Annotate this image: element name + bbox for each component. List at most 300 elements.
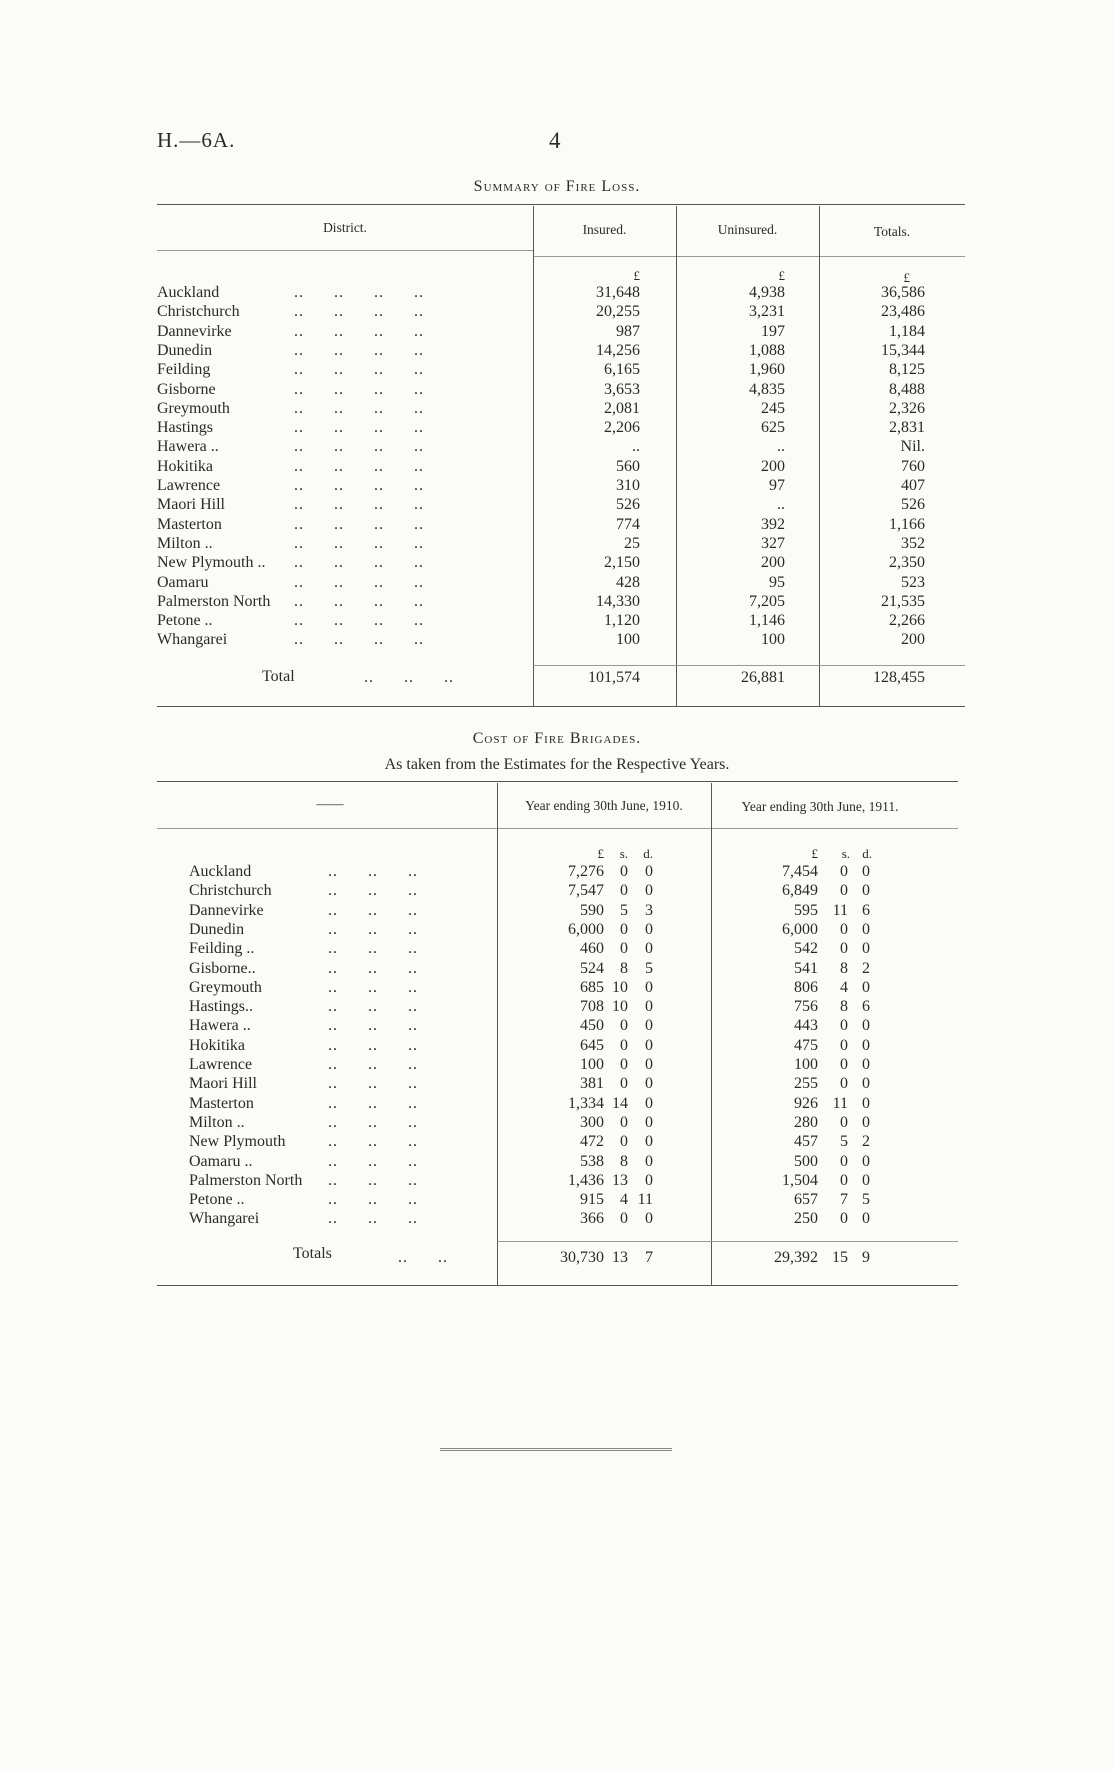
- district-name: Feilding: [157, 361, 211, 379]
- district-name: Lawrence: [189, 1056, 253, 1073]
- y1910-pounds: 915: [580, 1191, 604, 1209]
- district-name: Hastings..: [189, 998, 253, 1016]
- uninsured-value: 245: [761, 399, 785, 417]
- leader-dots: .. ..: [398, 1249, 448, 1266]
- table-row: [0, 1171, 1114, 1190]
- y1910-pence: 5: [645, 959, 653, 977]
- table-row: [0, 978, 1114, 997]
- table-row: [0, 515, 1114, 534]
- district-name: Dannevirke: [157, 322, 232, 340]
- y1911-pounds: 475: [794, 1036, 818, 1054]
- y1910-pounds: 460: [580, 940, 604, 958]
- table-row: [0, 1074, 1114, 1093]
- y1910-shillings: 0: [620, 1075, 628, 1093]
- total-1911-pence: 9: [862, 1249, 870, 1266]
- table-row: [0, 1132, 1114, 1151]
- district-name: Milton ..: [157, 534, 213, 552]
- district-name: Hawera ..: [189, 1017, 251, 1035]
- y1910-pounds: 685: [580, 978, 604, 996]
- insured-value: 100: [616, 631, 640, 649]
- col-header-insured: Insured.: [582, 222, 627, 237]
- y1911-shillings: 0: [840, 920, 848, 938]
- district-name: Masterton: [189, 1094, 254, 1112]
- leader-dots: .. .. .. ..: [294, 303, 424, 321]
- leader-dots: .. .. ..: [328, 882, 418, 900]
- y1910-pounds: 1,334: [568, 1094, 604, 1112]
- uninsured-value: ..: [777, 496, 785, 514]
- uninsured-value: 200: [761, 457, 785, 475]
- total-insured: 101,574: [588, 669, 640, 686]
- table-row: [0, 360, 1114, 379]
- total-1910-pence: 7: [645, 1249, 653, 1266]
- total-value: 2,350: [889, 554, 925, 572]
- total-value: 1,166: [889, 515, 925, 533]
- y1911-shillings: 0: [840, 863, 848, 880]
- y1911-pounds: 6,849: [782, 882, 818, 900]
- total-value: 2,266: [889, 612, 925, 630]
- leader-dots: .. .. .. ..: [294, 361, 424, 379]
- y1910-shillings: 10: [612, 998, 628, 1016]
- y1911-pounds: 657: [794, 1191, 818, 1209]
- table-row: [0, 1036, 1114, 1055]
- table-row: [0, 399, 1114, 418]
- district-name: Petone ..: [157, 612, 213, 630]
- y1911-pence: 0: [862, 1036, 870, 1054]
- district-name: Auckland: [189, 863, 252, 880]
- table-row: [0, 302, 1114, 321]
- col-header-district: District.: [323, 220, 367, 235]
- insured-value: 774: [616, 515, 640, 533]
- table-row: [0, 959, 1114, 978]
- y1911-pence: 0: [862, 920, 870, 938]
- unit-uninsured: £: [778, 268, 785, 283]
- fire-loss-header-rule-right: [533, 256, 965, 257]
- district-name: Petone ..: [189, 1191, 245, 1209]
- insured-value: 25: [624, 534, 640, 552]
- y1910-shillings: 0: [620, 863, 628, 880]
- uninsured-value: 200: [761, 554, 785, 572]
- y1910-shillings: 14: [612, 1094, 628, 1112]
- insured-value: 428: [616, 573, 640, 591]
- district-name: Maori Hill: [157, 496, 225, 514]
- table-row: [0, 1113, 1114, 1132]
- leader-dots: .. .. .. ..: [294, 341, 424, 359]
- insured-value: 2,206: [604, 419, 640, 437]
- fire-loss-total-rule: [533, 665, 965, 666]
- total-1910-pounds: 30,730: [560, 1249, 604, 1266]
- y1910-shillings: 4: [620, 1191, 628, 1209]
- unit-shillings-1910: s.: [619, 846, 628, 861]
- y1910-pence: 0: [645, 940, 653, 958]
- total-value: 1,184: [889, 322, 925, 340]
- district-name: Christchurch: [157, 303, 240, 321]
- leader-dots: .. .. .. ..: [294, 399, 424, 417]
- total-value: Nil.: [900, 438, 925, 456]
- brigades-title: Cost of Fire Brigades.: [472, 730, 642, 747]
- y1910-pence: 0: [645, 978, 653, 996]
- y1911-pounds: 457: [794, 1133, 818, 1151]
- y1911-pence: 0: [862, 1094, 870, 1112]
- leader-dots: .. .. ..: [328, 959, 418, 977]
- total-1911-pounds: 29,392: [774, 1249, 818, 1266]
- table-row: [0, 997, 1114, 1016]
- y1911-shillings: 0: [840, 1152, 848, 1170]
- leader-dots: .. .. .. ..: [294, 419, 424, 437]
- brigades-total-rule: [497, 1241, 958, 1242]
- district-name: New Plymouth ..: [157, 554, 266, 572]
- y1910-pence: 0: [645, 1017, 653, 1035]
- insured-value: 20,255: [596, 303, 640, 321]
- total-1910-shillings: 13: [612, 1249, 628, 1266]
- uninsured-value: 1,146: [749, 612, 785, 630]
- district-name: Greymouth: [157, 399, 230, 417]
- brigades-top-rule: [157, 781, 958, 782]
- district-name: Dannevirke: [189, 901, 264, 919]
- uninsured-value: 197: [761, 322, 785, 340]
- y1910-pounds: 645: [580, 1036, 604, 1054]
- col-header-1910: Year ending 30th June, 1910.: [525, 798, 683, 813]
- table-row: [0, 1190, 1114, 1209]
- district-name: Auckland: [157, 284, 220, 301]
- total-uninsured: 26,881: [741, 669, 785, 686]
- leader-dots: .. .. .. ..: [294, 631, 424, 649]
- y1911-pounds: 1,504: [782, 1171, 818, 1189]
- y1911-shillings: 4: [840, 978, 848, 996]
- insured-value: 310: [616, 477, 640, 494]
- unit-totals: £: [903, 270, 910, 285]
- district-name: Dunedin: [189, 920, 245, 938]
- uninsured-value: 327: [761, 534, 785, 552]
- table-row: [0, 476, 1114, 495]
- leader-dots: .. .. ..: [328, 1133, 418, 1151]
- district-name: Gisborne: [157, 380, 216, 398]
- uninsured-value: 1,088: [749, 341, 785, 359]
- y1910-pence: 0: [645, 920, 653, 938]
- total-value: 407: [901, 477, 925, 494]
- y1910-pounds: 590: [580, 901, 604, 919]
- uninsured-value: 625: [761, 419, 785, 437]
- leader-dots: .. .. .. ..: [294, 477, 424, 494]
- y1911-shillings: 0: [840, 1075, 848, 1093]
- y1911-shillings: 8: [840, 959, 848, 977]
- fire-loss-header-rule-left: [157, 250, 533, 251]
- table-row: [0, 1055, 1114, 1074]
- unit-pounds-1910: £: [597, 846, 604, 861]
- district-name: Gisborne..: [189, 959, 256, 977]
- total-value: 523: [901, 573, 925, 591]
- document-reference: H.—6A.: [157, 128, 236, 152]
- y1910-pence: 0: [645, 1210, 653, 1228]
- leader-dots: .. .. ..: [328, 1191, 418, 1209]
- y1910-pounds: 100: [580, 1056, 604, 1073]
- total-value: 760: [901, 457, 925, 475]
- y1911-pounds: 255: [794, 1075, 818, 1093]
- table-row: [0, 322, 1114, 341]
- uninsured-value: 100: [761, 631, 785, 649]
- insured-value: 2,081: [604, 399, 640, 417]
- uninsured-value: 7,205: [749, 592, 785, 610]
- y1910-shillings: 13: [612, 1171, 628, 1189]
- insured-value: 526: [616, 496, 640, 514]
- district-name: Maori Hill: [189, 1075, 257, 1093]
- insured-value: ..: [632, 438, 640, 456]
- y1911-pence: 0: [862, 940, 870, 958]
- leader-dots: .. .. .. ..: [294, 612, 424, 630]
- leader-dots: .. .. ..: [364, 669, 454, 686]
- y1911-pence: 6: [862, 901, 870, 919]
- y1910-pounds: 7,547: [568, 882, 604, 900]
- table-row: [0, 592, 1114, 611]
- y1910-pounds: 538: [580, 1152, 604, 1170]
- uninsured-value: 95: [769, 573, 785, 591]
- table-row: [0, 573, 1114, 592]
- y1910-pence: 0: [645, 1094, 653, 1112]
- leader-dots: .. .. ..: [328, 1036, 418, 1054]
- leader-dots: .. .. .. ..: [294, 573, 424, 591]
- insured-value: 31,648: [596, 284, 640, 301]
- total-value: 352: [901, 534, 925, 552]
- y1910-shillings: 0: [620, 940, 628, 958]
- total-value: 36,586: [881, 284, 925, 301]
- y1910-shillings: 10: [612, 978, 628, 996]
- y1911-pence: 0: [862, 1210, 870, 1228]
- y1910-pounds: 708: [580, 998, 604, 1016]
- leader-dots: .. .. .. ..: [294, 554, 424, 572]
- y1911-pounds: 541: [794, 959, 818, 977]
- district-name: Palmerston North: [157, 592, 271, 610]
- total-value: 23,486: [881, 303, 925, 321]
- district-name: Feilding ..: [189, 940, 255, 958]
- leader-dots: .. .. ..: [328, 1152, 418, 1170]
- total-value: 2,831: [889, 419, 925, 437]
- district-name: Greymouth: [189, 978, 262, 996]
- table-row: [0, 901, 1114, 920]
- leader-dots: .. .. .. ..: [294, 380, 424, 398]
- y1911-pence: 2: [862, 959, 870, 977]
- leader-dots: .. .. ..: [328, 998, 418, 1016]
- unit-insured: £: [633, 268, 640, 283]
- y1911-pence: 0: [862, 978, 870, 996]
- y1910-pence: 11: [637, 1191, 653, 1209]
- y1911-shillings: 0: [840, 1171, 848, 1189]
- y1910-pence: 3: [645, 901, 653, 919]
- district-name: Milton ..: [189, 1113, 245, 1131]
- table-row: [0, 341, 1114, 360]
- y1911-pounds: 250: [794, 1210, 818, 1228]
- y1910-pounds: 366: [580, 1210, 604, 1228]
- uninsured-value: 4,835: [749, 380, 785, 398]
- insured-value: 2,150: [604, 554, 640, 572]
- y1910-shillings: 0: [620, 882, 628, 900]
- leader-dots: .. .. .. ..: [294, 438, 424, 456]
- total-value: 8,125: [889, 361, 925, 379]
- y1911-shillings: 0: [840, 1210, 848, 1228]
- y1911-pence: 0: [862, 1075, 870, 1093]
- y1910-pence: 0: [645, 1075, 653, 1093]
- y1911-pence: 0: [862, 1113, 870, 1131]
- table-row: [0, 380, 1114, 399]
- total-value: 15,344: [881, 341, 925, 359]
- y1911-pounds: 806: [794, 978, 818, 996]
- y1911-pence: 0: [862, 882, 870, 900]
- y1911-pounds: 595: [794, 901, 818, 919]
- y1911-pounds: 7,454: [782, 863, 818, 880]
- y1910-pounds: 472: [580, 1133, 604, 1151]
- brigades-header-rule: [157, 828, 958, 829]
- leader-dots: .. .. ..: [328, 1075, 418, 1093]
- y1911-pounds: 443: [794, 1017, 818, 1035]
- brigades-total-label: Totals: [293, 1245, 332, 1262]
- table-row: [0, 881, 1114, 900]
- leader-dots: .. .. ..: [328, 1017, 418, 1035]
- y1910-pounds: 381: [580, 1075, 604, 1093]
- y1910-pence: 0: [645, 1152, 653, 1170]
- y1911-shillings: 0: [840, 1113, 848, 1131]
- fire-loss-total-label: Total: [262, 668, 295, 685]
- y1910-pence: 0: [645, 1056, 653, 1073]
- y1911-pounds: 542: [794, 940, 818, 958]
- district-name: Oamaru: [157, 573, 209, 591]
- uninsured-value: ..: [777, 438, 785, 456]
- table-row: [0, 553, 1114, 572]
- y1911-pence: 2: [862, 1133, 870, 1151]
- y1910-shillings: 0: [620, 1210, 628, 1228]
- y1911-shillings: 8: [840, 998, 848, 1016]
- col-header-uninsured: Uninsured.: [717, 222, 778, 237]
- uninsured-value: 4,938: [749, 284, 785, 301]
- leader-dots: .. .. ..: [328, 920, 418, 938]
- y1910-shillings: 0: [620, 1113, 628, 1131]
- y1910-pounds: 524: [580, 959, 604, 977]
- y1911-shillings: 11: [832, 1094, 848, 1112]
- y1910-pence: 0: [645, 1133, 653, 1151]
- y1911-pence: 0: [862, 1171, 870, 1189]
- uninsured-value: 1,960: [749, 361, 785, 379]
- table-row: [0, 457, 1114, 476]
- y1911-pence: 0: [862, 863, 870, 880]
- y1911-shillings: 0: [840, 1017, 848, 1035]
- y1910-shillings: 0: [620, 1056, 628, 1073]
- table-row: [0, 939, 1114, 958]
- table-row: [0, 495, 1114, 514]
- table-row: [0, 1094, 1114, 1113]
- y1911-shillings: 11: [832, 901, 848, 919]
- total-1911-shillings: 15: [832, 1249, 848, 1266]
- y1911-pence: 0: [862, 1056, 870, 1073]
- district-name: Palmerston North: [189, 1171, 303, 1189]
- district-name: Hokitika: [157, 457, 213, 475]
- leader-dots: .. .. ..: [328, 1094, 418, 1112]
- district-name: Whangarei: [189, 1210, 260, 1228]
- y1911-pence: 5: [862, 1191, 870, 1209]
- district-name: Whangarei: [157, 631, 228, 649]
- district-name: Hokitika: [189, 1036, 245, 1054]
- leader-dots: .. .. .. ..: [294, 534, 424, 552]
- total-value: 526: [901, 496, 925, 514]
- unit-pence-1911: d.: [862, 846, 872, 861]
- y1910-pence: 0: [645, 1171, 653, 1189]
- table-row: [0, 630, 1114, 649]
- unit-pence-1910: d.: [643, 846, 653, 861]
- brigades-subtitle: As taken from the Estimates for the Respective Years.: [384, 756, 730, 773]
- uninsured-value: 97: [769, 477, 785, 494]
- col-header-1911: Year ending 30th June, 1911.: [741, 799, 899, 814]
- y1910-pence: 0: [645, 1036, 653, 1054]
- y1910-pence: 0: [645, 863, 653, 880]
- y1911-pounds: 500: [794, 1152, 818, 1170]
- y1911-pounds: 6,000: [782, 920, 818, 938]
- col-header-totals: Totals.: [873, 224, 911, 239]
- y1911-pounds: 926: [794, 1094, 818, 1112]
- fire-loss-bottom-rule: [157, 706, 965, 707]
- leader-dots: .. .. .. ..: [294, 457, 424, 475]
- y1911-shillings: 5: [840, 1133, 848, 1151]
- table-row: [0, 862, 1114, 881]
- uninsured-value: 392: [761, 515, 785, 533]
- insured-value: 14,330: [596, 592, 640, 610]
- leader-dots: .. .. .. ..: [294, 284, 424, 301]
- page-number: 4: [549, 128, 561, 153]
- unit-pounds-1911: £: [811, 846, 818, 861]
- y1910-shillings: 0: [620, 1036, 628, 1054]
- y1911-pounds: 756: [794, 998, 818, 1016]
- y1910-shillings: 8: [620, 1152, 628, 1170]
- y1910-pounds: 300: [580, 1113, 604, 1131]
- leader-dots: .. .. ..: [328, 978, 418, 996]
- leader-dots: .. .. .. ..: [294, 515, 424, 533]
- leader-dots: .. .. ..: [328, 1056, 418, 1073]
- brigades-total-row: [0, 1248, 1114, 1267]
- y1910-pence: 0: [645, 882, 653, 900]
- brigades-bottom-rule: [157, 1285, 958, 1286]
- leader-dots: .. .. .. ..: [294, 592, 424, 610]
- unit-shillings-1911: s.: [841, 846, 850, 861]
- table-row: [0, 1016, 1114, 1035]
- closing-rule: [440, 1448, 672, 1451]
- table-row: [0, 1152, 1114, 1171]
- fire-loss-title: Summary of Fire Loss.: [473, 178, 641, 195]
- y1910-shillings: 8: [620, 959, 628, 977]
- y1911-shillings: 0: [840, 940, 848, 958]
- leader-dots: .. .. .. ..: [294, 496, 424, 514]
- y1910-pounds: 450: [580, 1017, 604, 1035]
- district-name: Hawera ..: [157, 438, 219, 456]
- district-name: New Plymouth: [189, 1133, 286, 1151]
- total-value: 8,488: [889, 380, 925, 398]
- total-value: 21,535: [881, 592, 925, 610]
- leader-dots: .. .. ..: [328, 863, 418, 880]
- insured-value: 1,120: [604, 612, 640, 630]
- insured-value: 14,256: [596, 341, 640, 359]
- y1910-pounds: 6,000: [568, 920, 604, 938]
- district-name: Oamaru ..: [189, 1152, 253, 1170]
- district-name: Christchurch: [189, 882, 272, 900]
- insured-value: 6,165: [604, 361, 640, 379]
- total-totals: 128,455: [873, 669, 925, 686]
- y1911-shillings: 0: [840, 1036, 848, 1054]
- y1910-pence: 0: [645, 998, 653, 1016]
- leader-dots: .. .. ..: [328, 940, 418, 958]
- y1910-shillings: 5: [620, 901, 628, 919]
- leader-dots: .. .. ..: [328, 1171, 418, 1189]
- leader-dots: .. .. ..: [328, 901, 418, 919]
- insured-value: 560: [616, 457, 640, 475]
- fire-loss-total-row: [0, 668, 1114, 687]
- y1911-pence: 0: [862, 1017, 870, 1035]
- y1911-pounds: 100: [794, 1056, 818, 1073]
- insured-value: 987: [616, 322, 640, 340]
- table-row: [0, 611, 1114, 630]
